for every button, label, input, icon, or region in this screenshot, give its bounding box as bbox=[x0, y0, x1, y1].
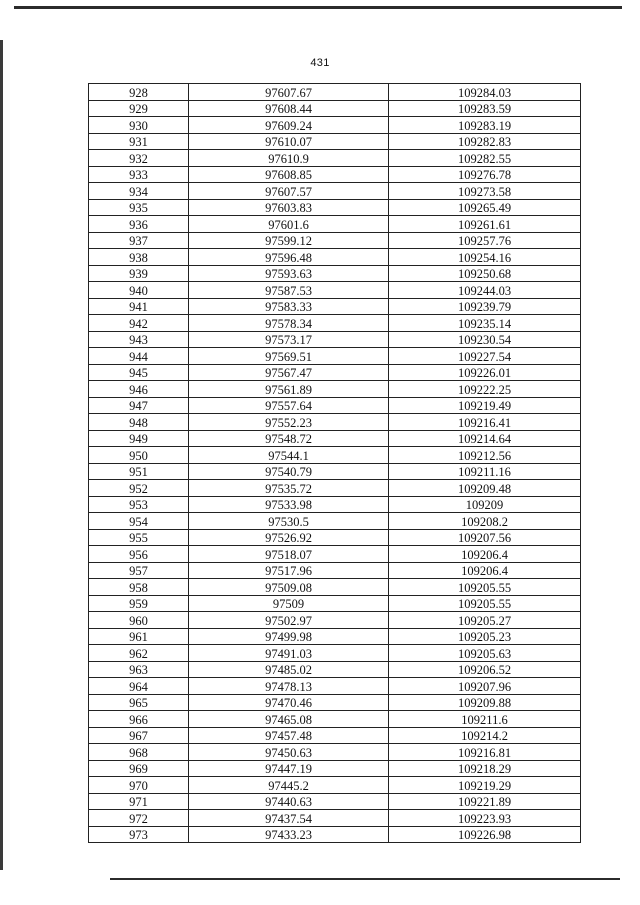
table-row bbox=[89, 397, 581, 414]
table-row bbox=[89, 249, 581, 266]
table-row bbox=[89, 166, 581, 183]
point-number-cell: 972 bbox=[89, 810, 189, 827]
x-coordinate-cell: 97609.24 bbox=[189, 117, 389, 134]
point-number-cell: 973 bbox=[89, 826, 189, 843]
y-coordinate-cell: 109276.78 bbox=[389, 166, 581, 183]
table-row bbox=[89, 546, 581, 563]
x-coordinate-cell: 97450.63 bbox=[189, 744, 389, 761]
point-number-cell: 956 bbox=[89, 546, 189, 563]
table-row bbox=[89, 562, 581, 579]
point-number-cell: 930 bbox=[89, 117, 189, 134]
table-row bbox=[89, 447, 581, 464]
y-coordinate-cell: 109226.98 bbox=[389, 826, 581, 843]
point-number-cell: 957 bbox=[89, 562, 189, 579]
point-number-cell: 939 bbox=[89, 265, 189, 282]
point-number-cell: 949 bbox=[89, 430, 189, 447]
y-coordinate-cell: 109216.41 bbox=[389, 414, 581, 431]
x-coordinate-cell: 97533.98 bbox=[189, 496, 389, 513]
point-number-cell: 928 bbox=[89, 84, 189, 101]
point-number-cell: 955 bbox=[89, 529, 189, 546]
table-row bbox=[89, 348, 581, 365]
y-coordinate-cell: 109261.61 bbox=[389, 216, 581, 233]
x-coordinate-cell: 97445.2 bbox=[189, 777, 389, 794]
point-number-cell: 940 bbox=[89, 282, 189, 299]
x-coordinate-cell: 97437.54 bbox=[189, 810, 389, 827]
scan-left-edge bbox=[0, 40, 3, 870]
x-coordinate-cell: 97607.57 bbox=[189, 183, 389, 200]
table-row bbox=[89, 612, 581, 629]
table-row bbox=[89, 216, 581, 233]
y-coordinate-cell: 109265.49 bbox=[389, 199, 581, 216]
y-coordinate-cell: 109209.88 bbox=[389, 694, 581, 711]
point-number-cell: 953 bbox=[89, 496, 189, 513]
table-row bbox=[89, 315, 581, 332]
point-number-cell: 970 bbox=[89, 777, 189, 794]
table-row bbox=[89, 645, 581, 662]
table-row bbox=[89, 793, 581, 810]
point-number-cell: 950 bbox=[89, 447, 189, 464]
point-number-cell: 968 bbox=[89, 744, 189, 761]
table-row bbox=[89, 727, 581, 744]
x-coordinate-cell: 97569.51 bbox=[189, 348, 389, 365]
point-number-cell: 932 bbox=[89, 150, 189, 167]
x-coordinate-cell: 97561.89 bbox=[189, 381, 389, 398]
table-row bbox=[89, 496, 581, 513]
y-coordinate-cell: 109283.19 bbox=[389, 117, 581, 134]
x-coordinate-cell: 97433.23 bbox=[189, 826, 389, 843]
y-coordinate-cell: 109206.4 bbox=[389, 562, 581, 579]
x-coordinate-cell: 97573.17 bbox=[189, 331, 389, 348]
y-coordinate-cell: 109212.56 bbox=[389, 447, 581, 464]
table-row bbox=[89, 381, 581, 398]
table-row bbox=[89, 826, 581, 843]
x-coordinate-cell: 97491.03 bbox=[189, 645, 389, 662]
y-coordinate-cell: 109214.2 bbox=[389, 727, 581, 744]
table-row bbox=[89, 480, 581, 497]
point-number-cell: 938 bbox=[89, 249, 189, 266]
x-coordinate-cell: 97530.5 bbox=[189, 513, 389, 530]
x-coordinate-cell: 97607.67 bbox=[189, 84, 389, 101]
x-coordinate-cell: 97535.72 bbox=[189, 480, 389, 497]
table-row bbox=[89, 628, 581, 645]
table-row bbox=[89, 282, 581, 299]
table-row bbox=[89, 711, 581, 728]
point-number-cell: 947 bbox=[89, 397, 189, 414]
point-number-cell: 969 bbox=[89, 760, 189, 777]
y-coordinate-cell: 109223.93 bbox=[389, 810, 581, 827]
point-number-cell: 961 bbox=[89, 628, 189, 645]
point-number-cell: 944 bbox=[89, 348, 189, 365]
y-coordinate-cell: 109205.63 bbox=[389, 645, 581, 662]
table-row bbox=[89, 678, 581, 695]
point-number-cell: 958 bbox=[89, 579, 189, 596]
x-coordinate-cell: 97465.08 bbox=[189, 711, 389, 728]
point-number-cell: 966 bbox=[89, 711, 189, 728]
table-row bbox=[89, 199, 581, 216]
y-coordinate-cell: 109282.83 bbox=[389, 133, 581, 150]
table-row bbox=[89, 414, 581, 431]
x-coordinate-cell: 97517.96 bbox=[189, 562, 389, 579]
y-coordinate-cell: 109205.23 bbox=[389, 628, 581, 645]
point-number-cell: 942 bbox=[89, 315, 189, 332]
point-number-cell: 945 bbox=[89, 364, 189, 381]
y-coordinate-cell: 109230.54 bbox=[389, 331, 581, 348]
table-row bbox=[89, 150, 581, 167]
y-coordinate-cell: 109207.56 bbox=[389, 529, 581, 546]
point-number-cell: 929 bbox=[89, 100, 189, 117]
x-coordinate-cell: 97567.47 bbox=[189, 364, 389, 381]
table-row bbox=[89, 100, 581, 117]
point-number-cell: 965 bbox=[89, 694, 189, 711]
table-row bbox=[89, 579, 581, 596]
x-coordinate-cell: 97557.64 bbox=[189, 397, 389, 414]
y-coordinate-cell: 109244.03 bbox=[389, 282, 581, 299]
point-number-cell: 931 bbox=[89, 133, 189, 150]
coordinates-table-body bbox=[89, 84, 581, 843]
page-number: 431 bbox=[310, 57, 330, 69]
y-coordinate-cell: 109273.58 bbox=[389, 183, 581, 200]
table-row bbox=[89, 117, 581, 134]
y-coordinate-cell: 109218.29 bbox=[389, 760, 581, 777]
x-coordinate-cell: 97552.23 bbox=[189, 414, 389, 431]
point-number-cell: 934 bbox=[89, 183, 189, 200]
x-coordinate-cell: 97601.6 bbox=[189, 216, 389, 233]
x-coordinate-cell: 97583.33 bbox=[189, 298, 389, 315]
x-coordinate-cell: 97548.72 bbox=[189, 430, 389, 447]
coordinates-table bbox=[88, 83, 581, 843]
table-row bbox=[89, 513, 581, 530]
y-coordinate-cell: 109208.2 bbox=[389, 513, 581, 530]
point-number-cell: 963 bbox=[89, 661, 189, 678]
y-coordinate-cell: 109219.29 bbox=[389, 777, 581, 794]
x-coordinate-cell: 97603.83 bbox=[189, 199, 389, 216]
x-coordinate-cell: 97499.98 bbox=[189, 628, 389, 645]
scan-top-edge bbox=[14, 6, 622, 9]
x-coordinate-cell: 97610.07 bbox=[189, 133, 389, 150]
x-coordinate-cell: 97608.85 bbox=[189, 166, 389, 183]
y-coordinate-cell: 109235.14 bbox=[389, 315, 581, 332]
table-row bbox=[89, 265, 581, 282]
table-row bbox=[89, 298, 581, 315]
y-coordinate-cell: 109206.52 bbox=[389, 661, 581, 678]
y-coordinate-cell: 109222.25 bbox=[389, 381, 581, 398]
x-coordinate-cell: 97470.46 bbox=[189, 694, 389, 711]
table-row bbox=[89, 694, 581, 711]
point-number-cell: 967 bbox=[89, 727, 189, 744]
x-coordinate-cell: 97608.44 bbox=[189, 100, 389, 117]
point-number-cell: 954 bbox=[89, 513, 189, 530]
y-coordinate-cell: 109221.89 bbox=[389, 793, 581, 810]
table-row bbox=[89, 84, 581, 101]
y-coordinate-cell: 109214.64 bbox=[389, 430, 581, 447]
table-row bbox=[89, 232, 581, 249]
x-coordinate-cell: 97610.9 bbox=[189, 150, 389, 167]
point-number-cell: 971 bbox=[89, 793, 189, 810]
table-row bbox=[89, 364, 581, 381]
y-coordinate-cell: 109257.76 bbox=[389, 232, 581, 249]
point-number-cell: 951 bbox=[89, 463, 189, 480]
table-row bbox=[89, 661, 581, 678]
point-number-cell: 941 bbox=[89, 298, 189, 315]
table-row bbox=[89, 810, 581, 827]
y-coordinate-cell: 109211.6 bbox=[389, 711, 581, 728]
table-row bbox=[89, 529, 581, 546]
x-coordinate-cell: 97502.97 bbox=[189, 612, 389, 629]
x-coordinate-cell: 97578.34 bbox=[189, 315, 389, 332]
point-number-cell: 948 bbox=[89, 414, 189, 431]
y-coordinate-cell: 109226.01 bbox=[389, 364, 581, 381]
x-coordinate-cell: 97509.08 bbox=[189, 579, 389, 596]
y-coordinate-cell: 109207.96 bbox=[389, 678, 581, 695]
y-coordinate-cell: 109205.27 bbox=[389, 612, 581, 629]
x-coordinate-cell: 97485.02 bbox=[189, 661, 389, 678]
table-row bbox=[89, 331, 581, 348]
y-coordinate-cell: 109227.54 bbox=[389, 348, 581, 365]
point-number-cell: 964 bbox=[89, 678, 189, 695]
y-coordinate-cell: 109206.4 bbox=[389, 546, 581, 563]
point-number-cell: 962 bbox=[89, 645, 189, 662]
table-row bbox=[89, 183, 581, 200]
table-row bbox=[89, 463, 581, 480]
y-coordinate-cell: 109209 bbox=[389, 496, 581, 513]
point-number-cell: 959 bbox=[89, 595, 189, 612]
x-coordinate-cell: 97509 bbox=[189, 595, 389, 612]
table-row bbox=[89, 430, 581, 447]
table-row bbox=[89, 760, 581, 777]
x-coordinate-cell: 97593.63 bbox=[189, 265, 389, 282]
x-coordinate-cell: 97447.19 bbox=[189, 760, 389, 777]
y-coordinate-cell: 109205.55 bbox=[389, 595, 581, 612]
y-coordinate-cell: 109282.55 bbox=[389, 150, 581, 167]
x-coordinate-cell: 97587.53 bbox=[189, 282, 389, 299]
point-number-cell: 935 bbox=[89, 199, 189, 216]
point-number-cell: 960 bbox=[89, 612, 189, 629]
x-coordinate-cell: 97440.63 bbox=[189, 793, 389, 810]
point-number-cell: 933 bbox=[89, 166, 189, 183]
y-coordinate-cell: 109250.68 bbox=[389, 265, 581, 282]
x-coordinate-cell: 97526.92 bbox=[189, 529, 389, 546]
x-coordinate-cell: 97599.12 bbox=[189, 232, 389, 249]
point-number-cell: 936 bbox=[89, 216, 189, 233]
y-coordinate-cell: 109254.16 bbox=[389, 249, 581, 266]
table-row bbox=[89, 133, 581, 150]
point-number-cell: 946 bbox=[89, 381, 189, 398]
x-coordinate-cell: 97457.48 bbox=[189, 727, 389, 744]
y-coordinate-cell: 109211.16 bbox=[389, 463, 581, 480]
y-coordinate-cell: 109216.81 bbox=[389, 744, 581, 761]
scan-bottom-edge bbox=[110, 878, 620, 880]
table-row bbox=[89, 777, 581, 794]
point-number-cell: 952 bbox=[89, 480, 189, 497]
y-coordinate-cell: 109219.49 bbox=[389, 397, 581, 414]
point-number-cell: 943 bbox=[89, 331, 189, 348]
table-row bbox=[89, 744, 581, 761]
x-coordinate-cell: 97478.13 bbox=[189, 678, 389, 695]
x-coordinate-cell: 97518.07 bbox=[189, 546, 389, 563]
y-coordinate-cell: 109209.48 bbox=[389, 480, 581, 497]
y-coordinate-cell: 109239.79 bbox=[389, 298, 581, 315]
y-coordinate-cell: 109283.59 bbox=[389, 100, 581, 117]
y-coordinate-cell: 109205.55 bbox=[389, 579, 581, 596]
table-row bbox=[89, 595, 581, 612]
x-coordinate-cell: 97544.1 bbox=[189, 447, 389, 464]
point-number-cell: 937 bbox=[89, 232, 189, 249]
y-coordinate-cell: 109284.03 bbox=[389, 84, 581, 101]
x-coordinate-cell: 97596.48 bbox=[189, 249, 389, 266]
x-coordinate-cell: 97540.79 bbox=[189, 463, 389, 480]
